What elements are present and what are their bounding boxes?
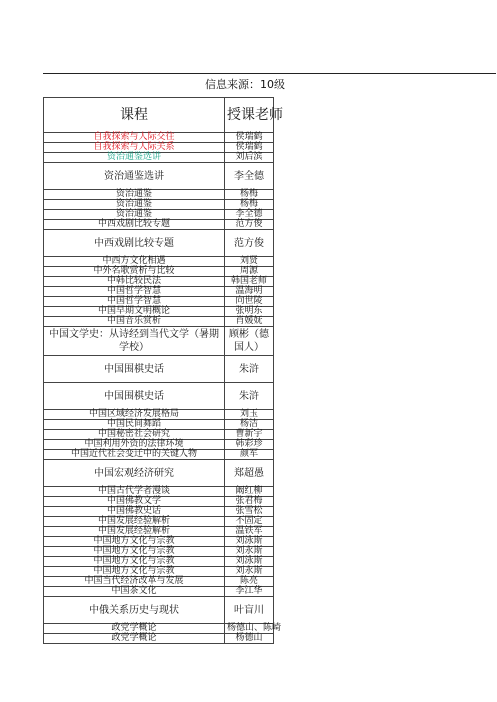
course-cell: 中国区域经济发展格局 bbox=[44, 410, 225, 420]
teacher-cell: 曹新宇 bbox=[225, 430, 274, 440]
table-row bbox=[44, 307, 497, 317]
table-row bbox=[44, 634, 497, 644]
table-row bbox=[44, 420, 497, 430]
teacher-cell: 刘永斯 bbox=[225, 547, 274, 557]
table-row bbox=[44, 537, 497, 547]
teacher-cell: 颜军 bbox=[225, 450, 274, 460]
course-cell: 中国古代学者漫谈 bbox=[44, 487, 225, 497]
teacher-column-header: 授课老师 bbox=[225, 98, 274, 133]
table-row bbox=[44, 557, 497, 567]
course-cell: 中国宏观经济研究 bbox=[44, 460, 225, 487]
teacher-cell: 刘玉 bbox=[225, 410, 274, 420]
course-cell: 中国围棋史话 bbox=[44, 383, 225, 410]
table-row bbox=[44, 517, 497, 527]
teacher-cell: 张雪松 bbox=[225, 507, 274, 517]
course-cell: 资治通鉴 bbox=[44, 210, 225, 220]
course-cell: 中外名歌赏析与比较 bbox=[44, 267, 225, 277]
table-row bbox=[44, 210, 497, 220]
teacher-cell: 杨德山、陈崎 bbox=[225, 624, 274, 634]
course-cell: 政党学概论 bbox=[44, 634, 225, 644]
table-row bbox=[44, 287, 497, 297]
teacher-cell: 杨梅 bbox=[225, 190, 274, 200]
table-row bbox=[44, 527, 497, 537]
table-row bbox=[44, 200, 497, 210]
teacher-cell: 温铁军 bbox=[225, 527, 274, 537]
course-cell: 中国地方文化与宗教 bbox=[44, 557, 225, 567]
course-cell: 中国哲学智慧 bbox=[44, 287, 225, 297]
table-row bbox=[44, 133, 497, 143]
course-cell: 自我探索与人际关系 bbox=[44, 143, 225, 153]
table-row bbox=[44, 153, 497, 163]
course-cell: 中国佛教文学 bbox=[44, 497, 225, 507]
teacher-cell: 阚红柳 bbox=[225, 487, 274, 497]
teacher-cell: 李全德 bbox=[225, 210, 274, 220]
course-cell: 中国秘密社会研究 bbox=[44, 430, 225, 440]
course-cell: 中国发展经验解析 bbox=[44, 527, 225, 537]
course-cell: 自我探索与人际交往 bbox=[44, 133, 225, 143]
table-row bbox=[44, 190, 497, 200]
course-cell: 中国民间舞蹈 bbox=[44, 420, 225, 430]
course-cell: 中国地方文化与宗教 bbox=[44, 537, 225, 547]
course-cell: 中西戏剧比较专题 bbox=[44, 230, 225, 257]
table-row bbox=[44, 497, 497, 507]
course-cell: 中国利用外资的法律环境 bbox=[44, 440, 225, 450]
course-cell: 中俄关系历史与现状 bbox=[44, 597, 225, 624]
table-row bbox=[44, 220, 497, 230]
course-cell: 中国发展经验解析 bbox=[44, 517, 225, 527]
table-row bbox=[44, 460, 497, 487]
course-cell: 资治通鉴选讲 bbox=[44, 163, 225, 190]
table-row bbox=[44, 267, 497, 277]
teacher-cell: 张明东 bbox=[225, 307, 274, 317]
teacher-cell: 范方俊 bbox=[225, 230, 274, 257]
teacher-cell: 韩彩珍 bbox=[225, 440, 274, 450]
table-row bbox=[44, 356, 497, 383]
table-row bbox=[44, 327, 497, 356]
teacher-cell: 韩国老师 bbox=[225, 277, 274, 287]
teacher-cell: 郑超愚 bbox=[225, 460, 274, 487]
teacher-cell: 李江华 bbox=[225, 587, 274, 597]
teacher-cell: 杨洁 bbox=[225, 420, 274, 430]
teacher-cell: 朱浒 bbox=[225, 356, 274, 383]
teacher-cell: 李全德 bbox=[225, 163, 274, 190]
course-table bbox=[43, 97, 497, 644]
course-cell: 中国佛教史话 bbox=[44, 507, 225, 517]
table-row bbox=[44, 143, 497, 153]
course-cell: 中国地方文化与宗教 bbox=[44, 547, 225, 557]
source-label: 信息来源：10级 bbox=[205, 78, 285, 91]
teacher-cell: 范方俊 bbox=[225, 220, 274, 230]
teacher-cell: 不固定 bbox=[225, 517, 274, 527]
teacher-cell: 陈亮 bbox=[225, 577, 274, 587]
teacher-cell: 叶盲川 bbox=[225, 597, 274, 624]
table-row bbox=[44, 430, 497, 440]
table-row bbox=[44, 410, 497, 420]
table-row bbox=[44, 230, 497, 257]
table-row bbox=[44, 567, 497, 577]
teacher-cell: 向世陵 bbox=[225, 297, 274, 307]
teacher-cell: 肖媛妩 bbox=[225, 317, 274, 327]
course-cell: 资治通鉴 bbox=[44, 190, 225, 200]
table-row bbox=[44, 487, 497, 497]
table-row bbox=[44, 507, 497, 517]
course-cell: 中国近代社会变迁中的关键人物 bbox=[44, 450, 225, 460]
course-cell: 政党学概论 bbox=[44, 624, 225, 634]
table-row bbox=[44, 163, 497, 190]
course-cell: 中国茶文化 bbox=[44, 587, 225, 597]
teacher-cell: 张君梅 bbox=[225, 497, 274, 507]
table-row bbox=[44, 577, 497, 587]
course-cell: 中西戏剧比较专题 bbox=[44, 220, 225, 230]
teacher-cell: 侯瑞鹤 bbox=[225, 143, 274, 153]
teacher-cell: 杨德山 bbox=[225, 634, 274, 644]
course-cell: 中国音乐赏析 bbox=[44, 317, 225, 327]
teacher-cell: 侯瑞鹤 bbox=[225, 133, 274, 143]
table-row bbox=[44, 597, 497, 624]
teacher-cell: 周源 bbox=[225, 267, 274, 277]
table-row bbox=[44, 440, 497, 450]
table-row bbox=[44, 587, 497, 597]
table-row bbox=[44, 547, 497, 557]
teacher-cell: 朱浒 bbox=[225, 383, 274, 410]
table-row bbox=[44, 297, 497, 307]
table-row bbox=[44, 317, 497, 327]
teacher-cell: 刘贤 bbox=[225, 257, 274, 267]
table-row bbox=[44, 277, 497, 287]
course-cell: 中国地方文化与宗教 bbox=[44, 567, 225, 577]
course-cell: 中国文学史：从诗经到当代文学（暑期学校） bbox=[44, 327, 225, 356]
table-row bbox=[44, 383, 497, 410]
teacher-cell: 杨梅 bbox=[225, 200, 274, 210]
teacher-cell: 刘泳斯 bbox=[225, 557, 274, 567]
course-column-header: 课程 bbox=[44, 98, 225, 133]
table-header-row bbox=[44, 98, 497, 133]
course-cell: 中国当代经济改革与发展 bbox=[44, 577, 225, 587]
course-cell: 中国早期文明概论 bbox=[44, 307, 225, 317]
teacher-cell: 温海明 bbox=[225, 287, 274, 297]
table-row bbox=[44, 450, 497, 460]
course-cell: 资治通鉴 bbox=[44, 200, 225, 210]
table-row bbox=[44, 624, 497, 634]
table-row bbox=[44, 257, 497, 267]
course-cell: 资治通鉴选讲 bbox=[44, 153, 225, 163]
course-cell: 中国围棋史话 bbox=[44, 356, 225, 383]
teacher-cell: 刘永斯 bbox=[225, 567, 274, 577]
teacher-cell: 刘后滨 bbox=[225, 153, 274, 163]
course-cell: 中西方文化相遇 bbox=[44, 257, 225, 267]
teacher-cell: 刘泳斯 bbox=[225, 537, 274, 547]
teacher-cell: 顾彬（德国人） bbox=[225, 327, 274, 356]
top-rule bbox=[43, 73, 496, 74]
course-cell: 中国哲学智慧 bbox=[44, 297, 225, 307]
course-cell: 中韩比较民法 bbox=[44, 277, 225, 287]
